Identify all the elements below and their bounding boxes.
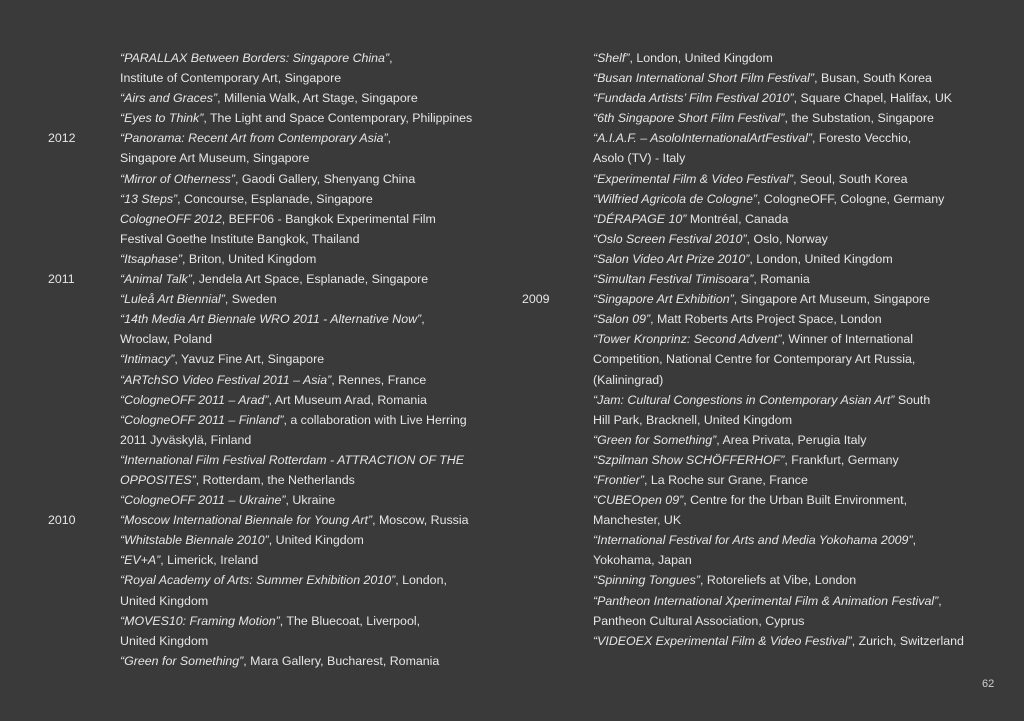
year-label: 2012: [48, 131, 76, 146]
exhibition-detail: , Foresto Vecchio,: [812, 131, 912, 146]
exhibition-title: “Wilfried Agricola de Cologne”: [593, 191, 758, 206]
exhibition-line: [120, 349, 490, 369]
exhibition-title: “Itsaphase”: [120, 251, 182, 266]
exhibition-detail: ,: [912, 533, 917, 548]
exhibition-title: “Singapore Art Exhibition”: [593, 292, 734, 307]
exhibition-detail: Pantheon Cultural Association, Cyprus: [593, 613, 805, 628]
exhibition-title: “Simultan Festival Timisoara”: [593, 272, 754, 287]
exhibition-detail: , Romania: [753, 272, 810, 287]
exhibition-detail: , the Substation, Singapore: [784, 111, 934, 126]
exhibition-detail: , London,: [395, 573, 447, 588]
exhibition-detail: Asolo (TV) - Italy: [593, 151, 686, 166]
exhibition-detail: , Gaodi Gallery, Shenyang China: [234, 171, 416, 186]
exhibition-detail: Singapore Art Museum, Singapore: [120, 151, 310, 166]
exhibition-line: [593, 591, 963, 611]
year-label: 2011: [48, 272, 75, 287]
exhibition-line: [120, 570, 490, 590]
exhibition-line: [593, 249, 963, 269]
exhibition-list: [120, 48, 490, 671]
exhibition-detail: , Zurich, Switzerland: [851, 633, 964, 648]
exhibition-title: “Intimacy”: [120, 352, 175, 367]
exhibition-detail: , La Roche sur Grane, France: [643, 472, 808, 487]
page-number: 62: [982, 678, 995, 690]
exhibition-line: [120, 390, 490, 410]
exhibition-line: [593, 410, 963, 430]
exhibition-detail: ,: [421, 312, 425, 327]
exhibition-title: “Moscow International Biennale for Young Art”: [120, 513, 373, 528]
exhibition-line: [120, 269, 490, 289]
exhibition-detail: , Oslo, Norway: [746, 231, 828, 246]
exhibition-title: OPPOSITES”: [120, 472, 196, 487]
exhibition-detail: , Sweden: [224, 292, 277, 307]
exhibition-line: [593, 370, 963, 390]
exhibition-title: “Animal Talk”: [120, 272, 192, 287]
exhibition-detail: , Square Chapel, Halifax, UK: [793, 91, 953, 106]
exhibition-line: [593, 390, 963, 410]
exhibition-line: [593, 631, 963, 651]
exhibition-detail: , Rennes, France: [331, 372, 427, 387]
year-label: 2010: [48, 513, 76, 528]
exhibition-line: [593, 108, 963, 128]
exhibition-detail: United Kingdom: [120, 633, 209, 648]
exhibition-line: [120, 651, 490, 671]
exhibition-line: [593, 189, 963, 209]
exhibition-line: [120, 169, 490, 189]
exhibition-line: [593, 309, 963, 329]
exhibition-title: “Busan International Short Film Festival”: [593, 71, 815, 86]
exhibition-detail: , Jendela Art Space, Esplanade, Singapore: [191, 272, 429, 287]
exhibition-line: [120, 530, 490, 550]
exhibition-detail: , Seoul, South Korea: [793, 171, 908, 186]
exhibition-title: “6th Singapore Short Film Festival”: [593, 111, 785, 126]
exhibition-detail: , The Bluecoat, Liverpool,: [279, 613, 421, 628]
exhibition-title: “Mirror of Otherness”: [120, 171, 235, 186]
exhibition-detail: , Centre for the Urban Built Environment,: [683, 493, 908, 508]
exhibition-title: “CologneOFF 2011 – Arad”: [120, 392, 269, 407]
exhibition-list: [593, 48, 963, 651]
exhibition-line: [593, 611, 963, 631]
exhibition-line: [120, 490, 490, 510]
exhibition-detail: , a collaboration with Live Herring: [283, 412, 467, 427]
exhibition-title: “Oslo Screen Festival 2010”: [593, 231, 747, 246]
exhibition-detail: 2011 Jyväskylä, Finland: [120, 432, 252, 447]
exhibition-title: “13 Steps”: [120, 191, 178, 206]
exhibition-line: [593, 450, 963, 470]
exhibition-line: [120, 470, 490, 490]
exhibition-line: [593, 229, 963, 249]
exhibition-title: “14th Media Art Biennale WRO 2011 - Alternative Now”: [120, 312, 422, 327]
exhibition-line: [120, 631, 490, 651]
exhibition-title: “Luleå Art Biennial”: [120, 292, 225, 307]
exhibition-line: [593, 329, 963, 349]
exhibition-line: [120, 88, 490, 108]
exhibition-detail: Yokohama, Japan: [593, 553, 692, 568]
exhibition-title: “Green for Something”: [120, 653, 244, 668]
exhibition-detail: Wroclaw, Poland: [120, 332, 213, 347]
exhibition-title: CologneOFF 2012: [120, 211, 222, 226]
exhibition-line: [593, 68, 963, 88]
exhibition-detail: Montréal, Canada: [686, 211, 789, 226]
exhibition-detail: Competition, National Centre for Contemporary Art Russia,: [593, 352, 916, 367]
exhibition-line: [593, 349, 963, 369]
exhibition-line: [120, 450, 490, 470]
exhibition-detail: , Ukraine: [285, 493, 336, 508]
exhibition-title: “Szpilman Show SCHÖFFERHOF”: [593, 452, 785, 467]
exhibition-title: “Pantheon International Xperimental Film & Animation Festival”: [593, 593, 939, 608]
exhibition-title: “VIDEOEX Experimental Film & Video Festival”: [593, 633, 852, 648]
exhibition-line: [120, 189, 490, 209]
exhibition-line: [593, 148, 963, 168]
exhibition-title: “ARTchSO Video Festival 2011 – Asia”: [120, 372, 332, 387]
exhibition-detail: , Matt Roberts Arts Project Space, London: [650, 312, 882, 327]
exhibition-detail: ,: [387, 131, 392, 146]
exhibition-detail: (Kaliningrad): [593, 372, 664, 387]
exhibition-detail: , Winner of International: [781, 332, 914, 347]
exhibition-title: “Airs and Graces”: [120, 91, 218, 106]
exhibition-line: [120, 410, 490, 430]
exhibition-title: “DÉRAPAGE 10”: [593, 211, 687, 226]
exhibition-title: “CologneOFF 2011 – Finland”: [120, 412, 284, 427]
exhibition-line: [593, 470, 963, 490]
exhibition-line: [120, 611, 490, 631]
exhibition-line: [593, 490, 963, 510]
exhibition-line: [120, 108, 490, 128]
exhibition-line: [120, 148, 490, 168]
exhibition-detail: , Moscow, Russia: [372, 513, 469, 528]
exhibition-line: [120, 550, 490, 570]
exhibition-title: “Royal Academy of Arts: Summer Exhibition 2010”: [120, 573, 396, 588]
exhibition-line: [120, 128, 490, 148]
exhibition-line: [593, 510, 963, 530]
exhibition-title: “Jam: Cultural Congestions in Contemporary Asian Art”: [593, 392, 895, 407]
exhibition-line: [593, 48, 963, 68]
exhibition-line: [120, 68, 490, 88]
exhibition-detail: , Rotoreliefs at Vibe, London: [700, 573, 857, 588]
exhibition-detail: , London, United Kingdom: [749, 251, 893, 266]
exhibition-detail: Institute of Contemporary Art, Singapore: [120, 71, 342, 86]
exhibition-detail: Hill Park, Bracknell, United Kingdom: [593, 412, 793, 427]
exhibition-detail: , Singapore Art Museum, Singapore: [733, 292, 931, 307]
exhibition-title: “Experimental Film & Video Festival”: [593, 171, 794, 186]
exhibition-title: “International Festival for Arts and Media Yokohama 2009”: [593, 533, 913, 548]
exhibition-title: “Panorama: Recent Art from Contemporary Asia”: [120, 131, 388, 146]
exhibition-detail: , Area Privata, Perugia Italy: [716, 432, 867, 447]
exhibition-title: “A.I.A.F. – AsoloInternationalArtFestival”: [593, 131, 812, 146]
exhibition-line: [593, 289, 963, 309]
exhibition-detail: ,: [938, 593, 942, 608]
exhibition-line: [593, 88, 963, 108]
exhibition-detail: , Frankfurt, Germany: [784, 452, 899, 467]
exhibition-title: “Eyes to Think”: [120, 111, 204, 126]
exhibition-title: “EV+A”: [120, 553, 161, 568]
exhibition-detail: , Mara Gallery, Bucharest, Romania: [243, 653, 440, 668]
exhibition-line: [120, 370, 490, 390]
exhibition-title: “Salon 09”: [593, 312, 651, 327]
exhibition-line: [593, 209, 963, 229]
exhibition-title: “PARALLAX Between Borders: Singapore China”: [120, 51, 390, 65]
exhibition-line: [593, 430, 963, 450]
year-label: 2009: [522, 292, 550, 307]
exhibition-detail: , BEFF06 - Bangkok Experimental Film: [221, 211, 436, 226]
exhibition-detail: , Yavuz Fine Art, Singapore: [174, 352, 325, 367]
exhibition-line: [120, 510, 490, 530]
exhibition-title: “Fundada Artists’ Film Festival 2010”: [593, 91, 794, 106]
exhibition-detail: South: [894, 392, 931, 407]
exhibition-detail: , London, United Kingdom: [629, 51, 773, 65]
exhibition-line: [120, 229, 490, 249]
exhibition-detail: Manchester, UK: [593, 513, 682, 528]
exhibition-title: “Frontier”: [593, 472, 644, 487]
exhibition-detail: United Kingdom: [120, 593, 209, 608]
exhibition-detail: , Concourse, Esplanade, Singapore: [177, 191, 373, 206]
exhibition-detail: Festival Goethe Institute Bangkok, Thailand: [120, 231, 360, 246]
exhibition-line: [593, 530, 963, 550]
exhibition-line: [593, 269, 963, 289]
exhibition-line: [593, 570, 963, 590]
exhibition-title: “Shelf”: [593, 51, 630, 65]
exhibition-detail: , CologneOFF, Cologne, Germany: [757, 191, 945, 206]
exhibition-title: “Spinning Tongues”: [593, 573, 701, 588]
exhibition-detail: , Rotterdam, the Netherlands: [195, 472, 355, 487]
exhibition-line: [593, 169, 963, 189]
exhibition-title: “CUBEOpen 09”: [593, 493, 684, 508]
exhibition-detail: ,: [389, 51, 393, 65]
exhibition-line: [120, 329, 490, 349]
exhibition-line: [593, 550, 963, 570]
exhibition-title: “Green for Something”: [593, 432, 717, 447]
exhibition-detail: , The Light and Space Contemporary, Philippines: [203, 111, 473, 126]
exhibition-title: “Whitstable Biennale 2010”: [120, 533, 269, 548]
exhibition-detail: , Briton, United Kingdom: [181, 251, 317, 266]
exhibition-line: [120, 309, 490, 329]
exhibition-detail: , Busan, South Korea: [814, 71, 932, 86]
exhibition-title: “MOVES10: Framing Motion”: [120, 613, 280, 628]
exhibition-line: [120, 430, 490, 450]
exhibition-title: “CologneOFF 2011 – Ukraine”: [120, 493, 286, 508]
exhibition-detail: , Millenia Walk, Art Stage, Singapore: [217, 91, 418, 106]
exhibition-title: “Tower Kronprinz: Second Advent”: [593, 332, 782, 347]
exhibition-line: [120, 289, 490, 309]
exhibition-line: [120, 249, 490, 269]
exhibition-line: [120, 48, 490, 68]
exhibition-title: “Salon Video Art Prize 2010”: [593, 251, 750, 266]
exhibition-line: [593, 128, 963, 148]
exhibition-title: “International Film Festival Rotterdam - ATTRACTION OF THE: [120, 452, 465, 467]
exhibition-detail: , Art Museum Arad, Romania: [268, 392, 427, 407]
exhibition-line: [120, 591, 490, 611]
exhibition-detail: , United Kingdom: [268, 533, 364, 548]
exhibition-line: [120, 209, 490, 229]
exhibition-detail: , Limerick, Ireland: [160, 553, 259, 568]
